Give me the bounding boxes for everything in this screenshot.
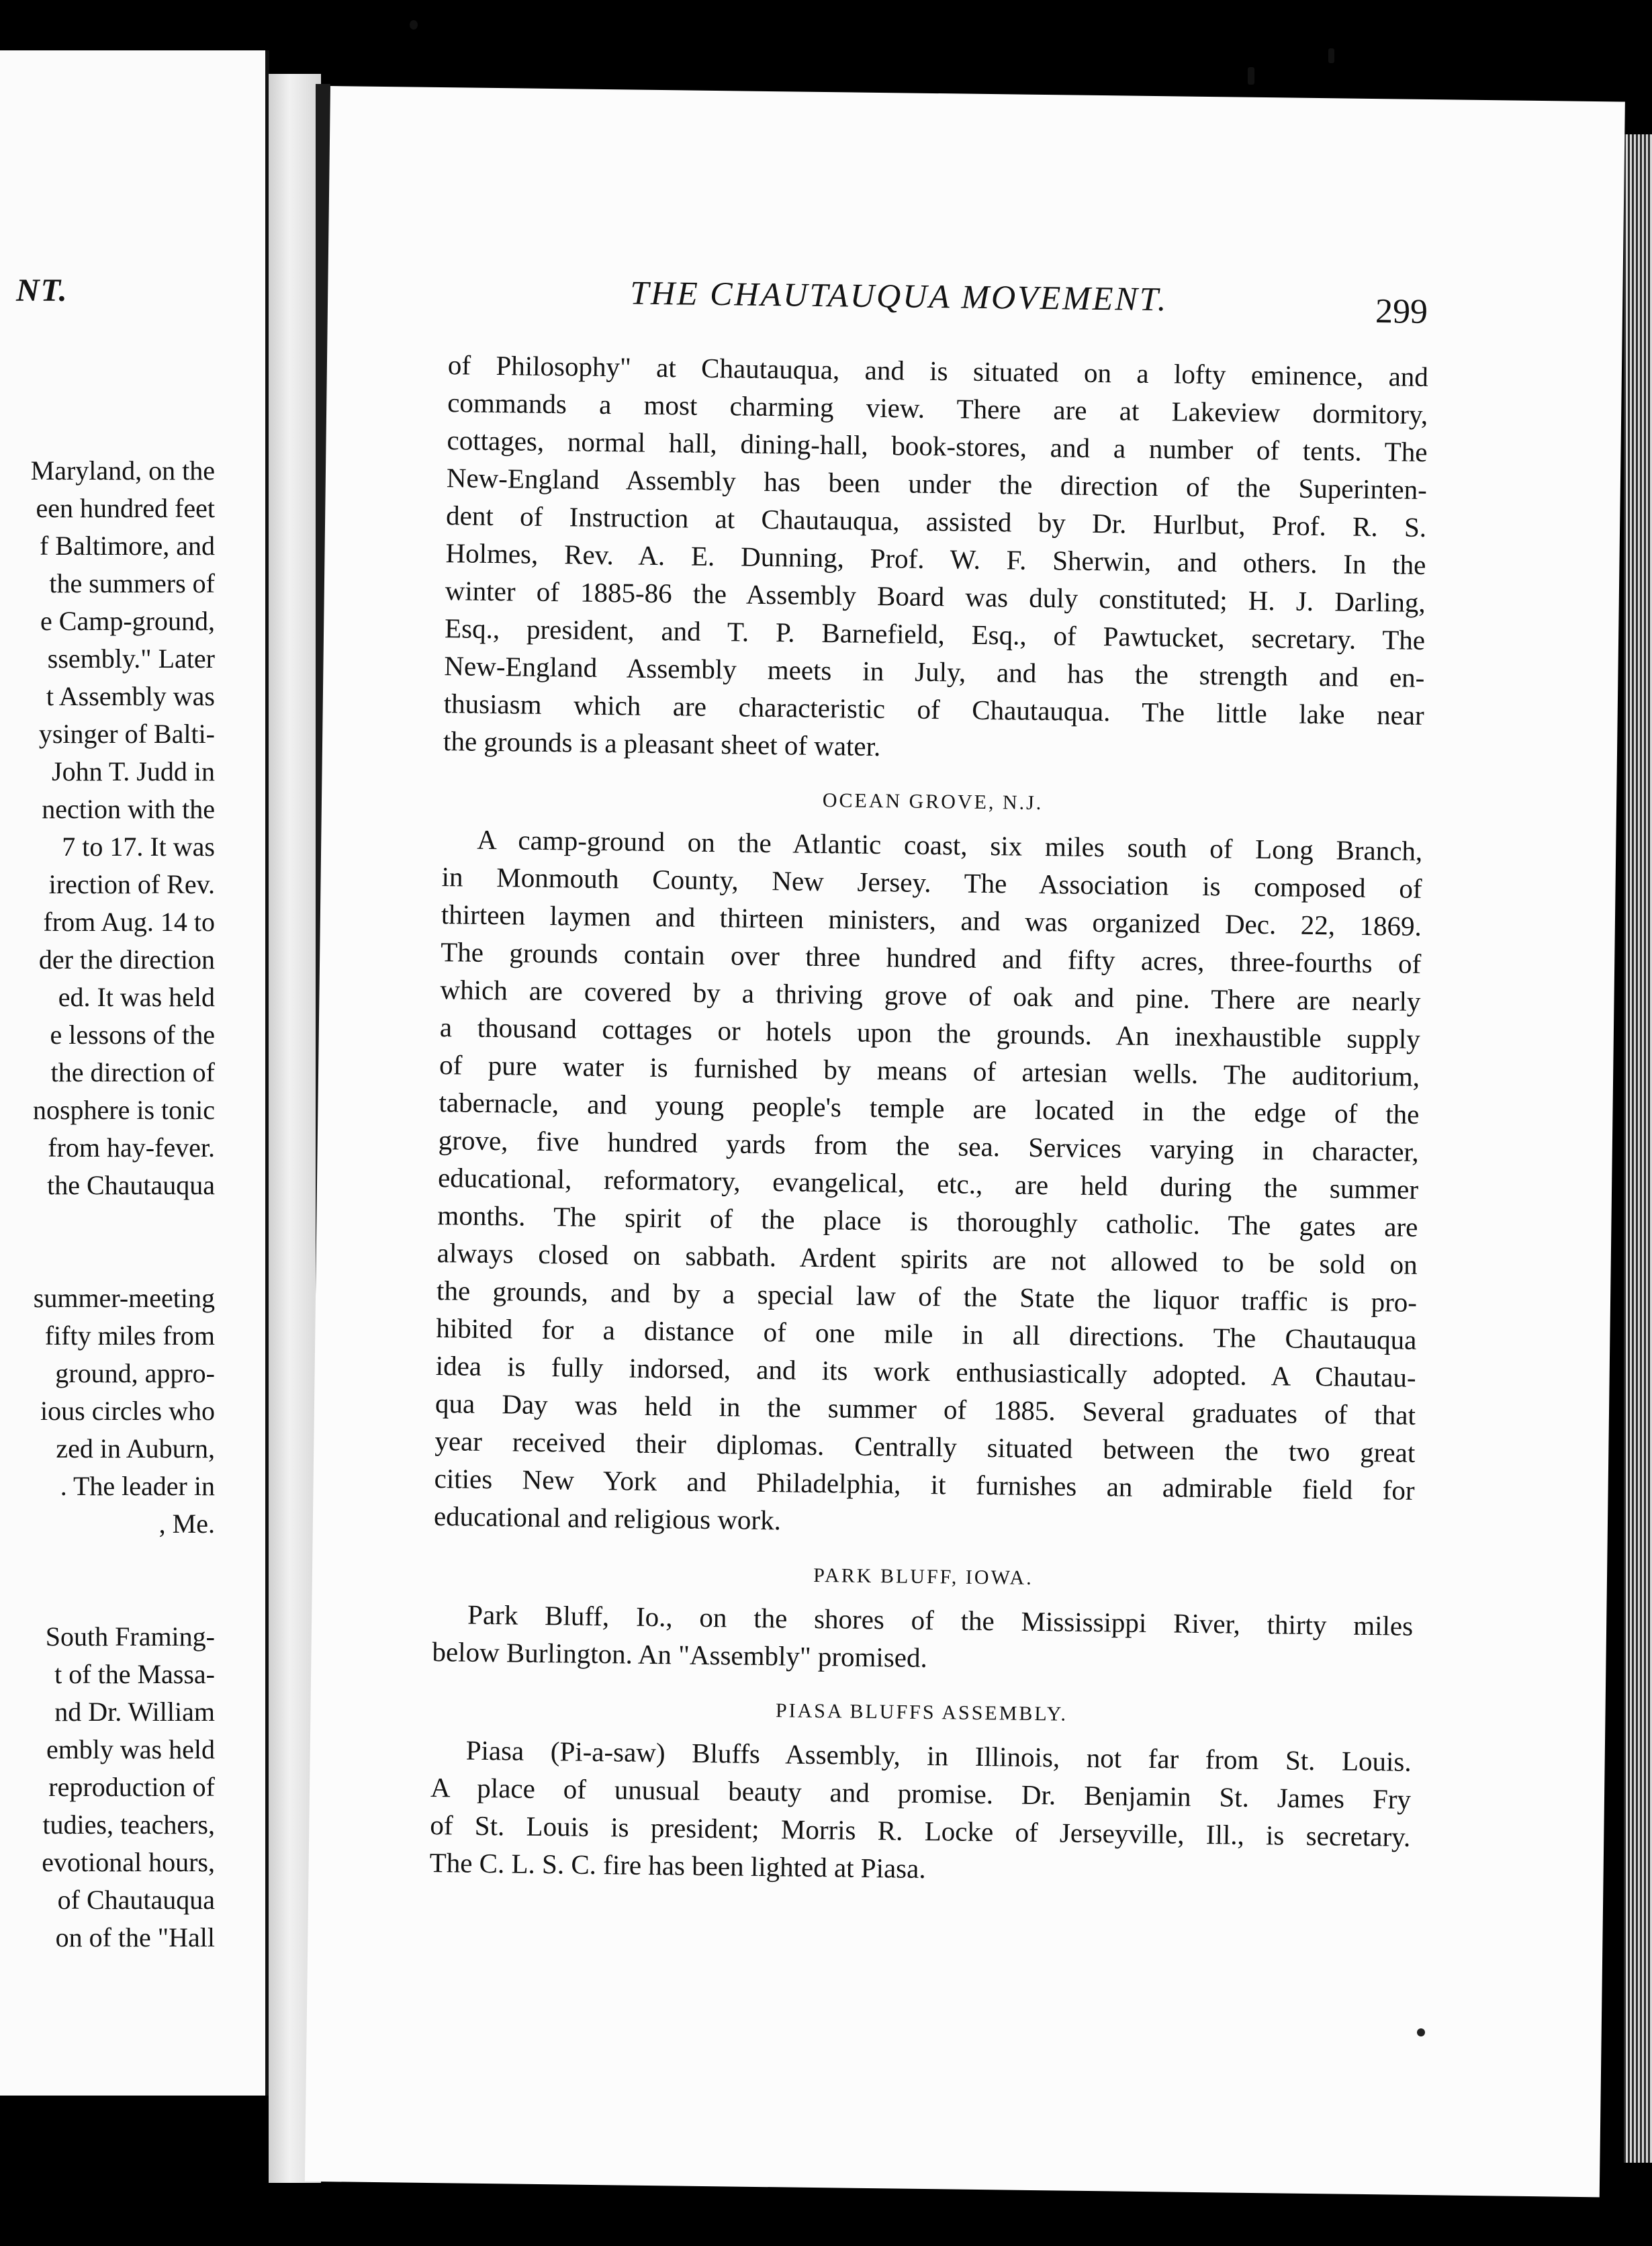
page-edge-stack	[1624, 134, 1652, 2163]
left-line: John T. Judd in	[52, 756, 215, 787]
left-line: South Framing-	[45, 1621, 215, 1652]
text-line: of pure water is furnished by means of artesian wells. The auditorium,	[439, 1049, 1420, 1092]
left-line: der the direction	[38, 944, 215, 975]
text-line: the grounds is a pleasant sheet of water.	[443, 725, 881, 762]
text-line: winter of 1885-86 the Assembly Board was duly constituted; H. J. Darling,	[445, 575, 1426, 618]
left-running-head: NT.	[16, 273, 68, 308]
left-line: the summers of	[49, 568, 215, 598]
left-line: ious circles who	[40, 1396, 215, 1426]
page-body	[429, 346, 1428, 1893]
left-line: f Baltimore, and	[39, 531, 215, 561]
left-paragraph-3	[0, 1618, 215, 1957]
text-line: educational and religious work.	[433, 1500, 782, 1536]
text-line: New-England Assembly has been under the direction of the Superinten-	[446, 462, 1428, 505]
left-line: nection with the	[42, 794, 215, 824]
text-line: cottages, normal hall, dining-hall, book-stores, and a number of tents. The	[447, 424, 1428, 467]
left-line: Maryland, on the	[30, 455, 215, 486]
left-line: . The leader in	[60, 1471, 215, 1501]
text-line: A place of unusual beauty and promise. Dr. Benjamin St. James Fry	[430, 1772, 1412, 1815]
left-line: ysinger of Balti-	[38, 719, 215, 749]
text-line: New-England Assembly meets in July, and has the strength and en-	[444, 650, 1425, 693]
text-line: which are covered by a thriving grove of oak and pine. There are nearly	[440, 974, 1421, 1017]
left-line: nosphere is tonic	[32, 1095, 215, 1125]
text-line: A camp-ground on the Atlantic coast, six miles south of Long Branch,	[477, 823, 1423, 866]
left-line: ssembly." Later	[47, 643, 215, 674]
text-line: The C. L. S. C. fire has been lighted at Piasa.	[429, 1847, 926, 1885]
left-line: ground, appro-	[55, 1358, 215, 1388]
left-line: tudies, teachers,	[42, 1809, 215, 1840]
left-line: from Aug. 14 to	[43, 907, 215, 937]
left-line: e lessons of the	[50, 1020, 215, 1050]
section-ocean-grove	[434, 777, 1424, 1547]
page-number: 299	[1375, 292, 1428, 331]
left-paragraph-1	[0, 452, 215, 1204]
text-line: tabernacle, and young people's temple are located in the edge of the	[439, 1087, 1420, 1130]
section-heading: PARK BLUFF, IOWA.	[813, 1564, 1034, 1589]
left-line: irection of Rev.	[48, 869, 215, 899]
left-line: een hundred feet	[36, 493, 215, 523]
text-line: always closed on sabbath. Ardent spirits are not allowed to be sold on	[437, 1237, 1418, 1280]
left-paragraph-2	[0, 1279, 215, 1543]
left-line: reproduction of	[48, 1772, 215, 1802]
left-line: evotional hours,	[42, 1847, 215, 1877]
text-line: Piasa (Pi-a-saw) Bluffs Assembly, in Illinois, not far from St. Louis.	[465, 1734, 1412, 1777]
text-line: thirteen laymen and thirteen ministers, and was organized Dec. 22, 1869.	[441, 899, 1422, 942]
left-line: from hay-fever.	[48, 1132, 215, 1163]
text-line: year received their diplomas. Centrally situated between the two great	[434, 1425, 1416, 1468]
section-heading: OCEAN GROVE, N.J.	[822, 789, 1044, 815]
text-line: qua Day was held in the summer of 1885. Several graduates of that	[434, 1388, 1416, 1431]
left-line: summer-meeting	[33, 1283, 215, 1313]
left-line: zed in Auburn,	[56, 1433, 215, 1464]
text-line: of St. Louis is president; Morris R. Locke of Jerseyville, Ill., is secretary.	[430, 1809, 1411, 1852]
current-page	[305, 86, 1625, 2197]
left-line: embly was held	[46, 1734, 215, 1764]
text-line: dent of Instruction at Chautauqua, assisted by Dr. Hurlbut, Prof. R. S.	[445, 500, 1427, 543]
text-line: months. The spirit of the place is thoroughly catholic. The gates are	[437, 1200, 1418, 1243]
text-line: Park Bluff, Io., on the shores of the Mississippi River, thirty miles	[467, 1599, 1414, 1642]
text-line: below Burlington. An "Assembly" promised.	[432, 1636, 928, 1674]
left-line: e Camp-ground,	[40, 606, 215, 636]
section-heading: PIASA BLUFFS ASSEMBLY.	[775, 1699, 1068, 1725]
text-line: hibited for a distance of one mile in all directions. The Chautauqua	[436, 1312, 1417, 1355]
text-line: a thousand cottages or hotels upon the grounds. An inexhaustible supply	[439, 1012, 1421, 1054]
text-line: thusiasm which are characteristic of Chautauqua. The little lake near	[443, 688, 1424, 731]
text-line: Esq., president, and T. P. Barnefield, Esq., of Pawtucket, secretary. The	[444, 613, 1426, 656]
text-line: educational, reformatory, evangelical, etc., are held during the summer	[437, 1162, 1419, 1205]
left-line: t of the Massa-	[54, 1659, 215, 1689]
left-line: the Chautauqua	[47, 1170, 215, 1200]
left-line: fifty miles from	[44, 1320, 215, 1351]
section-piasa-bluffs	[429, 1688, 1412, 1893]
left-line: the direction of	[50, 1057, 215, 1087]
text-line: in Monmouth County, New Jersey. The Association is composed of	[441, 861, 1422, 904]
text-line: The grounds contain over three hundred and fifty acres, three-fourths of	[440, 936, 1422, 979]
left-line: 7 to 17. It was	[62, 832, 215, 862]
left-text-column	[0, 452, 215, 1957]
text-line: the grounds, and by a special law of the State the liquor traffic is pro-	[436, 1275, 1418, 1318]
intro-paragraph	[443, 346, 1428, 772]
left-line: nd Dr. William	[54, 1697, 215, 1727]
left-line: , Me.	[158, 1509, 215, 1539]
text-line: grove, five hundred yards from the sea. Services varying in character,	[438, 1124, 1420, 1167]
text-line: of Philosophy" at Chautauqua, and is situated on a lofty eminence, and	[447, 349, 1429, 393]
text-line: commands a most charming view. There are at Lakeview dormitory,	[447, 387, 1428, 430]
left-line: on of the "Hall	[55, 1922, 215, 1952]
text-line: Holmes, Rev. A. E. Dunning, Prof. W. F. Sherwin, and others. In the	[445, 537, 1426, 580]
left-line: ed. It was held	[58, 982, 215, 1012]
text-line: cities New York and Philadelphia, it furnishes an admirable field for	[434, 1463, 1415, 1506]
section-park-bluff	[432, 1552, 1414, 1682]
text-line: idea is fully indorsed, and its work enthusiastically adopted. A Chautau-	[435, 1350, 1416, 1393]
running-head: THE CHAUTAUQUA MOVEMENT.	[629, 273, 1168, 318]
left-line: of Chautauqua	[57, 1885, 215, 1915]
left-line: t Assembly was	[46, 681, 215, 711]
previous-page	[0, 50, 269, 2096]
